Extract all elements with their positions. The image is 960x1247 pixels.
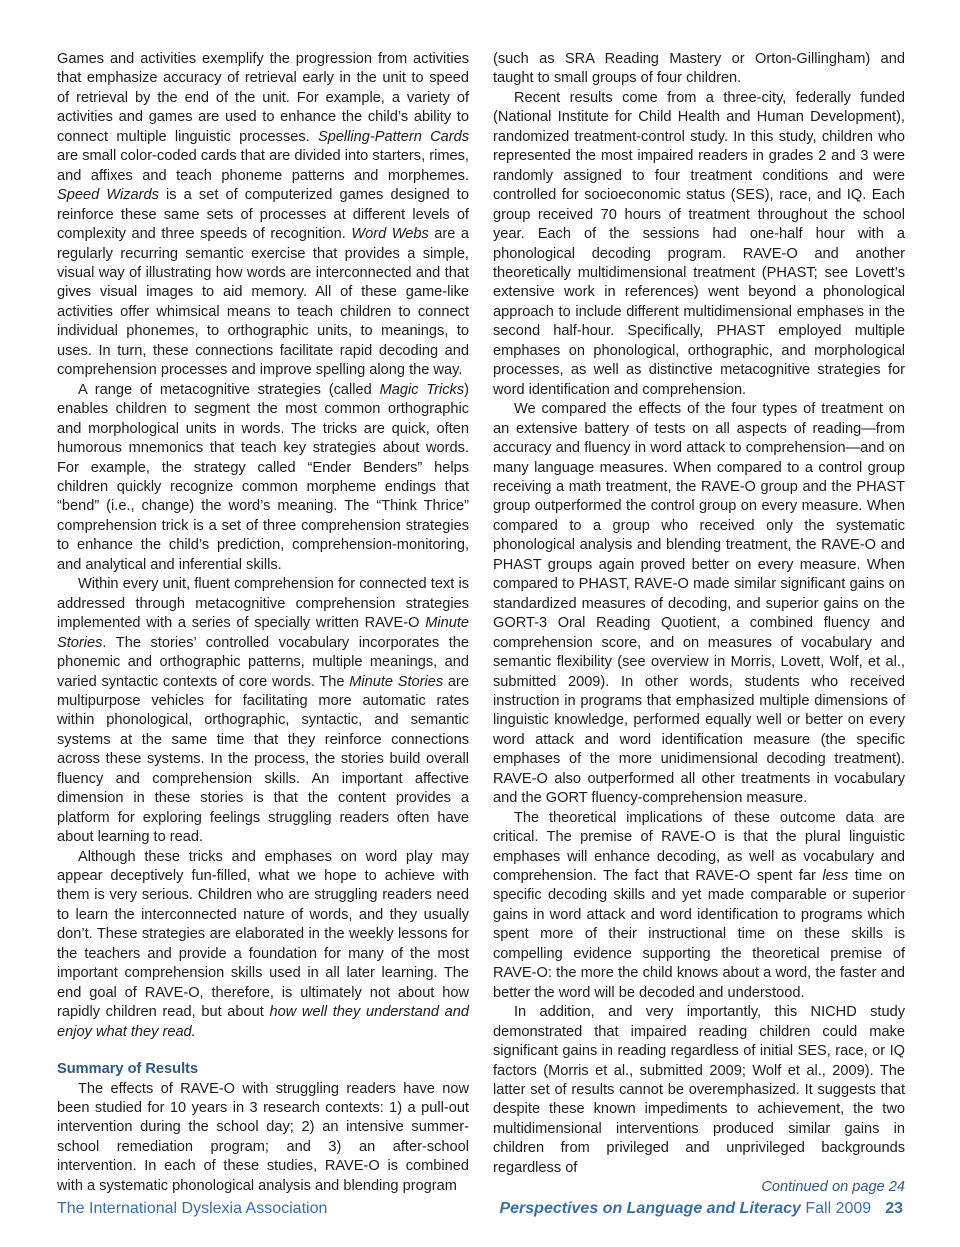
footer-journal-info bbox=[499, 1200, 903, 1218]
page-number: 23 bbox=[885, 1200, 903, 1217]
paragraph-theoretical-implications: The theoretical implications of these outcome data are critical. The premise of RAVE-O is that the plural linguistic emphases will enhance decoding, as well as vocabulary and comprehension. The fact that RAVE-O spent far less time on specific decoding skills and yet made comparable or superior gains in word attack and word identification to programs which spent more of their instructional time on these skills is compelling evidence supporting the theoretical premise of RAVE-O: the more the child knows about a word, the faster and better the word will be decoded and understood. bbox=[493, 809, 905, 1001]
paragraph-recent-results: Recent results come from a three-city, federally funded (National Institute for Child Health and Human Development), randomized treatment-control study. In this study, children who represented the most impaired readers in grades 2 and 3 were randomly assigned to four treatment conditions and were controlled for socioeconomic status (SES), race, and IQ. Each group received 70 hours of treatment throughout the school year. Each of the sessions had one-half hour with a phonological decoding program. RAVE-O and another theoretically multidimensional treatment (PHAST; see Lovett’s extensive work in references) went beyond a phonological approach to include different multidimensional emphases in the second half-hour. Specifically, PHAST employed multiple emphases on phonological, orthographic, and morphological processes, as well as distinctive metacognitive strategies for word identification and comprehension. bbox=[493, 89, 905, 398]
left-column bbox=[57, 50, 469, 1196]
paragraph-continuation: (such as SRA Reading Mastery or Orton-Gillingham) and taught to small groups of four children. bbox=[493, 51, 905, 87]
paragraph-compared-effects: We compared the effects of the four types of treatment on an extensive battery of tests on all aspects of reading—from accuracy and fluency in word attack to comprehension—and on many language measures. When compared to a control group receiving a math treatment, the RAVE-O group and the PHAST group outperformed the control group on every measure. When compared to a group who received only the systematic phonological analysis and blending treatment, the RAVE-O and PHAST groups again proved better on every measure. When compared to PHAST, RAVE-O made similar significant gains on standardized measures of decoding, and superior gains on the GORT-3 Oral Reading Quotient, a combined fluency and comprehension score, and on measures of vocabulary and semantic flexibility (see overview in Morris, Lovett, Wolf, et al., submitted 2009). In other words, students who received instruction in programs that emphasized multiple dimensions of linguistic knowledge, performed equally well or better on every word attack and word identification measure (the specific emphases of the more unidimensional decoding treatment). RAVE-O also outperformed all other treatments in vocabulary and the GORT fluency-comprehension measure. bbox=[493, 401, 905, 807]
footer-journal-title: Perspectives on Language and Literacy bbox=[499, 1200, 801, 1217]
paragraph-games-activities: Games and activities exemplify the progression from activities that emphasize accuracy of retrieval early in the unit to speed of retrieval by the end of the unit. For example, a variety of activities and games are used to enhance the child’s ability to connect multiple linguistic processes. Spelling-Pattern Cards are small color-coded cards that are divided into starters, rimes, and affixes and teach phoneme patterns and morphemes. Speed Wizards is a set of computerized games designed to reinforce these same sets of processes at different levels of complexity and three speeds of recognition. Word Webs are a regularly recurring semantic exercise that provides a simple, visual way of illustrating how words are interconnected and that gives visual images to aid memory. All of these game-like activities offer whimsical means to teach children to connect individual phonemes, to orthographic units, to meanings, to uses. In turn, these connections facilitate rapid decoding and comprehension processes and improve spelling along the way. bbox=[57, 51, 469, 379]
footer-organization: The International Dyslexia Association bbox=[57, 1200, 328, 1217]
continued-on-link[interactable]: Continued on page 24 bbox=[761, 1179, 905, 1196]
paragraph-metacognitive-strategies: A range of metacognitive strategies (called Magic Tricks) enables children to segment the most common orthographic and morphological units in words. The tricks are quick, often humorous mnemonics that teach key strategies about words. For example, the strategy called “Ender Benders” helps children quickly recognize common morpheme endings that “bend” (i.e., change) the word’s meaning. The “Think Thrice” comprehension trick is a set of three comprehension strategies to enhance the child’s prediction, comprehension-monitoring, and analytical and inferential skills. bbox=[57, 381, 469, 573]
paragraph-fluent-comprehension: Within every unit, fluent comprehension for connected text is addressed through metacognitive comprehension strategies implemented with a series of specially written RAVE-O Minute Stories. The stories’ controlled vocabulary incorporates the phonemic and orthographic patterns, multiple meanings, and varied syntactic contexts of core words. The Minute Stories are multipurpose vehicles for facilitating more automatic rates within phonological, orthographic, syntactic, and semantic systems at the same time that they reinforce connections across these systems. In the process, the stories build overall fluency and comprehension skills. An important affective dimension in these stories is that the content provides a platform for exploring feelings struggling readers often have about learning to read. bbox=[57, 576, 469, 846]
paragraph-effects-rave-o: The effects of RAVE-O with struggling readers have now been studied for 10 years in 3 research contexts: 1) a pull-out intervention during the school day; 2) an intensive summer-school remediation program; and 3) an after-school intervention. In each of these studies, RAVE-O is combined with a systematic phonological analysis and blending program bbox=[57, 1080, 469, 1194]
footer-issue: Fall 2009 bbox=[805, 1200, 872, 1217]
section-heading-summary-of-results: Summary of Results bbox=[57, 1061, 199, 1078]
paragraph-word-play: Although these tricks and emphases on word play may appear deceptively fun-filled, what we hope to achieve with them is very serious. Children who are struggling readers need to learn the interconnected nature of words, and they usually don’t. These strategies are elaborated in the weekly lessons for the teachers and provide a foundation for many of the most important comprehension skills used in all later learning. The end goal of RAVE-O, therefore, is ultimately not about how rapidly children read, but about how well they understand and enjoy what they read. bbox=[57, 848, 469, 1040]
paragraph-nichd-study: In addition, and very importantly, this NICHD study demonstrated that impaired reading children could make significant gains in reading regardless of initial SES, race, or IQ factors (Morris et al., submitted 2009; Wolf et al., 2009). The latter set of results cannot be overemphasized. It suggests that despite these known impediments to achievement, the two multidimensional interventions produced similar gains in children from privileged and unprivileged backgrounds regardless of bbox=[493, 1004, 905, 1176]
right-column bbox=[493, 50, 905, 1198]
